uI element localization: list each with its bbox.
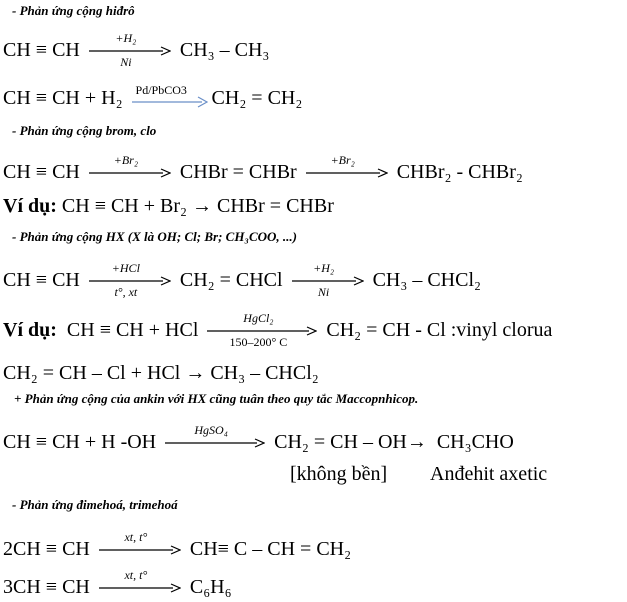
reaction-arrow (99, 568, 181, 599)
arrow-icon (99, 583, 181, 593)
reaction-arrow (89, 153, 171, 184)
equation-left: CH ≡ CH (3, 160, 85, 183)
reaction-arrow (306, 153, 388, 184)
example-label: Ví dụ: (3, 195, 57, 217)
equation-left: 2CH ≡ CH (3, 537, 95, 560)
arrow-catalyst: Ni (120, 55, 132, 69)
arrow-icon (165, 438, 265, 448)
arrow-condition: xt, t° (124, 530, 148, 544)
reaction-arrow (292, 261, 364, 299)
equation-text: CH ≡ CH + Br₂ → CHBr = CHBr (56, 195, 334, 217)
arrow-reagent: +H₂ (115, 31, 137, 45)
example-bromination (3, 195, 334, 218)
section-markovnikov-note: + Phản ứng cộng của ankin với HX cũng tuân theo quy tắc Maccopnhicop. (14, 391, 419, 406)
arrow-icon (99, 545, 181, 555)
arrow-condition: 150–200° C (229, 335, 288, 349)
section-polymerization: - Phản ứng đimehoá, trimehoá (12, 497, 178, 512)
example-vinyl-chloride (3, 311, 553, 349)
section-hydrogen-addition: - Phản ứng cộng hiđrô (12, 3, 135, 18)
section-halogen-addition: - Phản ứng cộng brom, clo (12, 123, 157, 138)
equation-bromination (3, 153, 523, 184)
equation-right: CH₂ = CH – OH→ CH₃CHO (269, 430, 514, 453)
arrow-catalyst: HgSO₄ (194, 423, 228, 437)
reaction-arrow (132, 83, 208, 110)
equation-right: CH₃ – CH₃ (174, 38, 270, 61)
arrow-condition: xt, t° (124, 568, 148, 582)
example-label: Ví dụ: (3, 318, 57, 341)
equation-mid: CHBr = CHBr (174, 160, 302, 183)
arrow-reagent: +H₂ (313, 261, 335, 275)
equation-right: CHBr₂ - CHBr₂ (391, 160, 523, 183)
equation-left: CH ≡ CH + HCl (56, 318, 204, 341)
arrow-reagent: +HCl (111, 261, 140, 275)
equation-right: CH₃ – CHCl₂ (367, 268, 481, 291)
equation-left: CH ≡ CH + H₂ (3, 86, 128, 109)
equation-left: CH ≡ CH (3, 268, 85, 291)
arrow-condition: t°, xt (114, 285, 138, 299)
equation-hydrogenation (3, 31, 270, 69)
equation-right: CH₂ = CH₂ (211, 86, 303, 109)
arrow-icon (89, 168, 171, 178)
arrow-catalyst: Ni (317, 285, 330, 299)
arrow-catalyst: HgCl₂ (243, 311, 274, 325)
equation-left: 3CH ≡ CH (3, 575, 95, 598)
equation-dimerization (3, 530, 352, 561)
arrow-icon (306, 168, 388, 178)
equation-second-hcl (3, 362, 319, 385)
equation-right: CH₂ = CH - Cl :vinyl clorua (321, 318, 553, 341)
equation-partial-hydrogenation (3, 83, 303, 110)
arrow-icon (132, 96, 208, 108)
reaction-arrow (207, 311, 317, 349)
equation-left: CH ≡ CH (3, 38, 85, 61)
equation-left: CH ≡ CH + H -OH (3, 430, 162, 453)
unstable-note: [không bền] (290, 463, 388, 485)
equation-mid: CH₂ = CHCl (174, 268, 288, 291)
equation-right: C₆H₆ (184, 575, 232, 598)
reaction-arrow (89, 31, 171, 69)
reaction-arrow (99, 530, 181, 561)
equation-right: CH≡ C – CH = CH₂ (184, 537, 352, 560)
arrow-reagent: +Br₂ (113, 153, 138, 167)
equation-hydration (3, 423, 514, 454)
equation-hcl-addition (3, 261, 481, 299)
equation-text: CH₂ = CH – Cl + HCl → CH₃ – CHCl₂ (3, 362, 319, 384)
reaction-arrow (165, 423, 265, 454)
arrow-reagent: +Br₂ (330, 153, 355, 167)
section-hx-addition: - Phản ứng cộng HX (X là OH; Cl; Br; CH₃COO, ...) (12, 229, 297, 244)
reaction-arrow (89, 261, 171, 299)
equation-trimerization (3, 568, 232, 599)
arrow-catalyst: Pd/PbCO3 (135, 83, 187, 97)
product-name: Anđehit axetic (430, 463, 548, 485)
